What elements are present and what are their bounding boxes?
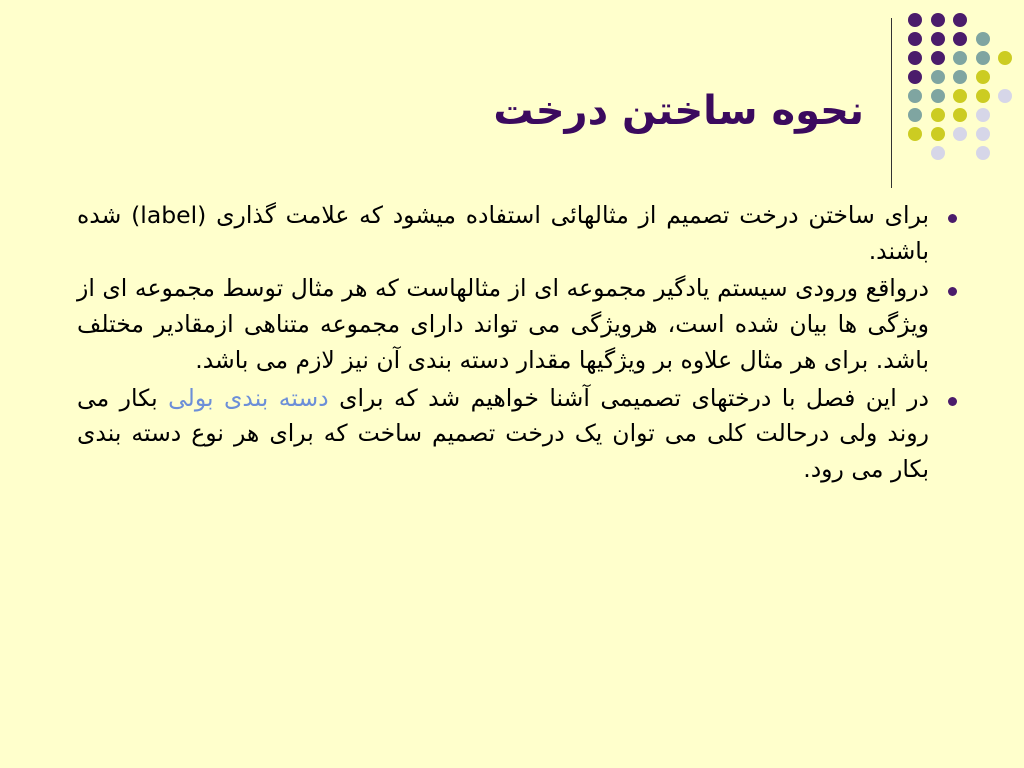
- bullet-list: [77, 198, 929, 490]
- decorative-dot: [998, 89, 1012, 103]
- decorative-dot: [931, 51, 945, 65]
- decorative-dot: [931, 108, 945, 122]
- decorative-dot: [931, 32, 945, 46]
- slide-title: نحوه ساختن درخت: [493, 88, 864, 134]
- decorative-dot: [908, 13, 922, 27]
- decorative-dot: [931, 127, 945, 141]
- decorative-dot: [976, 32, 990, 46]
- bullet-item-3: [77, 381, 929, 488]
- decorative-dot: [976, 89, 990, 103]
- bullet-marker: [948, 214, 957, 223]
- bullet-text-3-before: در این فصل با درختهای تصمیمی آشنا خواهیم شد که برای: [328, 383, 929, 412]
- bullet-text-3-after: بکار می روند ولی درحالت کلی می توان یک درخت تصمیم ساخت که برای هر نوع دسته بندی بکار می رود.: [77, 383, 929, 484]
- bullet-marker: [948, 397, 957, 406]
- decorative-dot: [953, 51, 967, 65]
- highlighted-term: دسته بندی بولی: [168, 383, 329, 412]
- decorative-dot: [953, 108, 967, 122]
- decorative-dot: [931, 13, 945, 27]
- decorative-dot: [976, 127, 990, 141]
- bullet-item-1: [77, 198, 929, 269]
- decorative-dot: [953, 13, 967, 27]
- decorative-dot: [998, 51, 1012, 65]
- bullet-marker: [948, 287, 957, 296]
- decorative-dot: [931, 89, 945, 103]
- bullet-item-2: [77, 271, 929, 378]
- bullet-text-1: برای ساختن درخت تصمیم از مثالهائی استفاده میشود که علامت گذاری (label) شده باشند.: [77, 201, 929, 265]
- dot-grid-decoration: [904, 10, 1014, 170]
- decorative-dot: [953, 89, 967, 103]
- decorative-dot: [908, 127, 922, 141]
- decorative-dot: [976, 108, 990, 122]
- decorative-dot: [953, 32, 967, 46]
- decorative-dot: [976, 146, 990, 160]
- decorative-dot: [908, 108, 922, 122]
- decorative-dot: [908, 32, 922, 46]
- bullet-text-2: درواقع ورودی سیستم یادگیر مجموعه ای از مثالهاست که هر مثال توسط مجموعه ای از ویژگی ها بیان شده است، هرویژگی می تواند دارای مجموعه متناهی ازمقادیر مختلف باشد. برای هر مثال علاوه بر ویژگیها مقدار دسته بندی آن نیز لازم می باشد.: [77, 274, 929, 374]
- decorative-dot: [908, 70, 922, 84]
- decorative-dot: [976, 51, 990, 65]
- divider-line: [891, 18, 892, 188]
- decorative-dot: [953, 70, 967, 84]
- decorative-dot: [908, 89, 922, 103]
- decorative-dot: [976, 70, 990, 84]
- decorative-dot: [908, 51, 922, 65]
- decorative-dot: [953, 127, 967, 141]
- decorative-dot: [931, 146, 945, 160]
- decorative-dot: [931, 70, 945, 84]
